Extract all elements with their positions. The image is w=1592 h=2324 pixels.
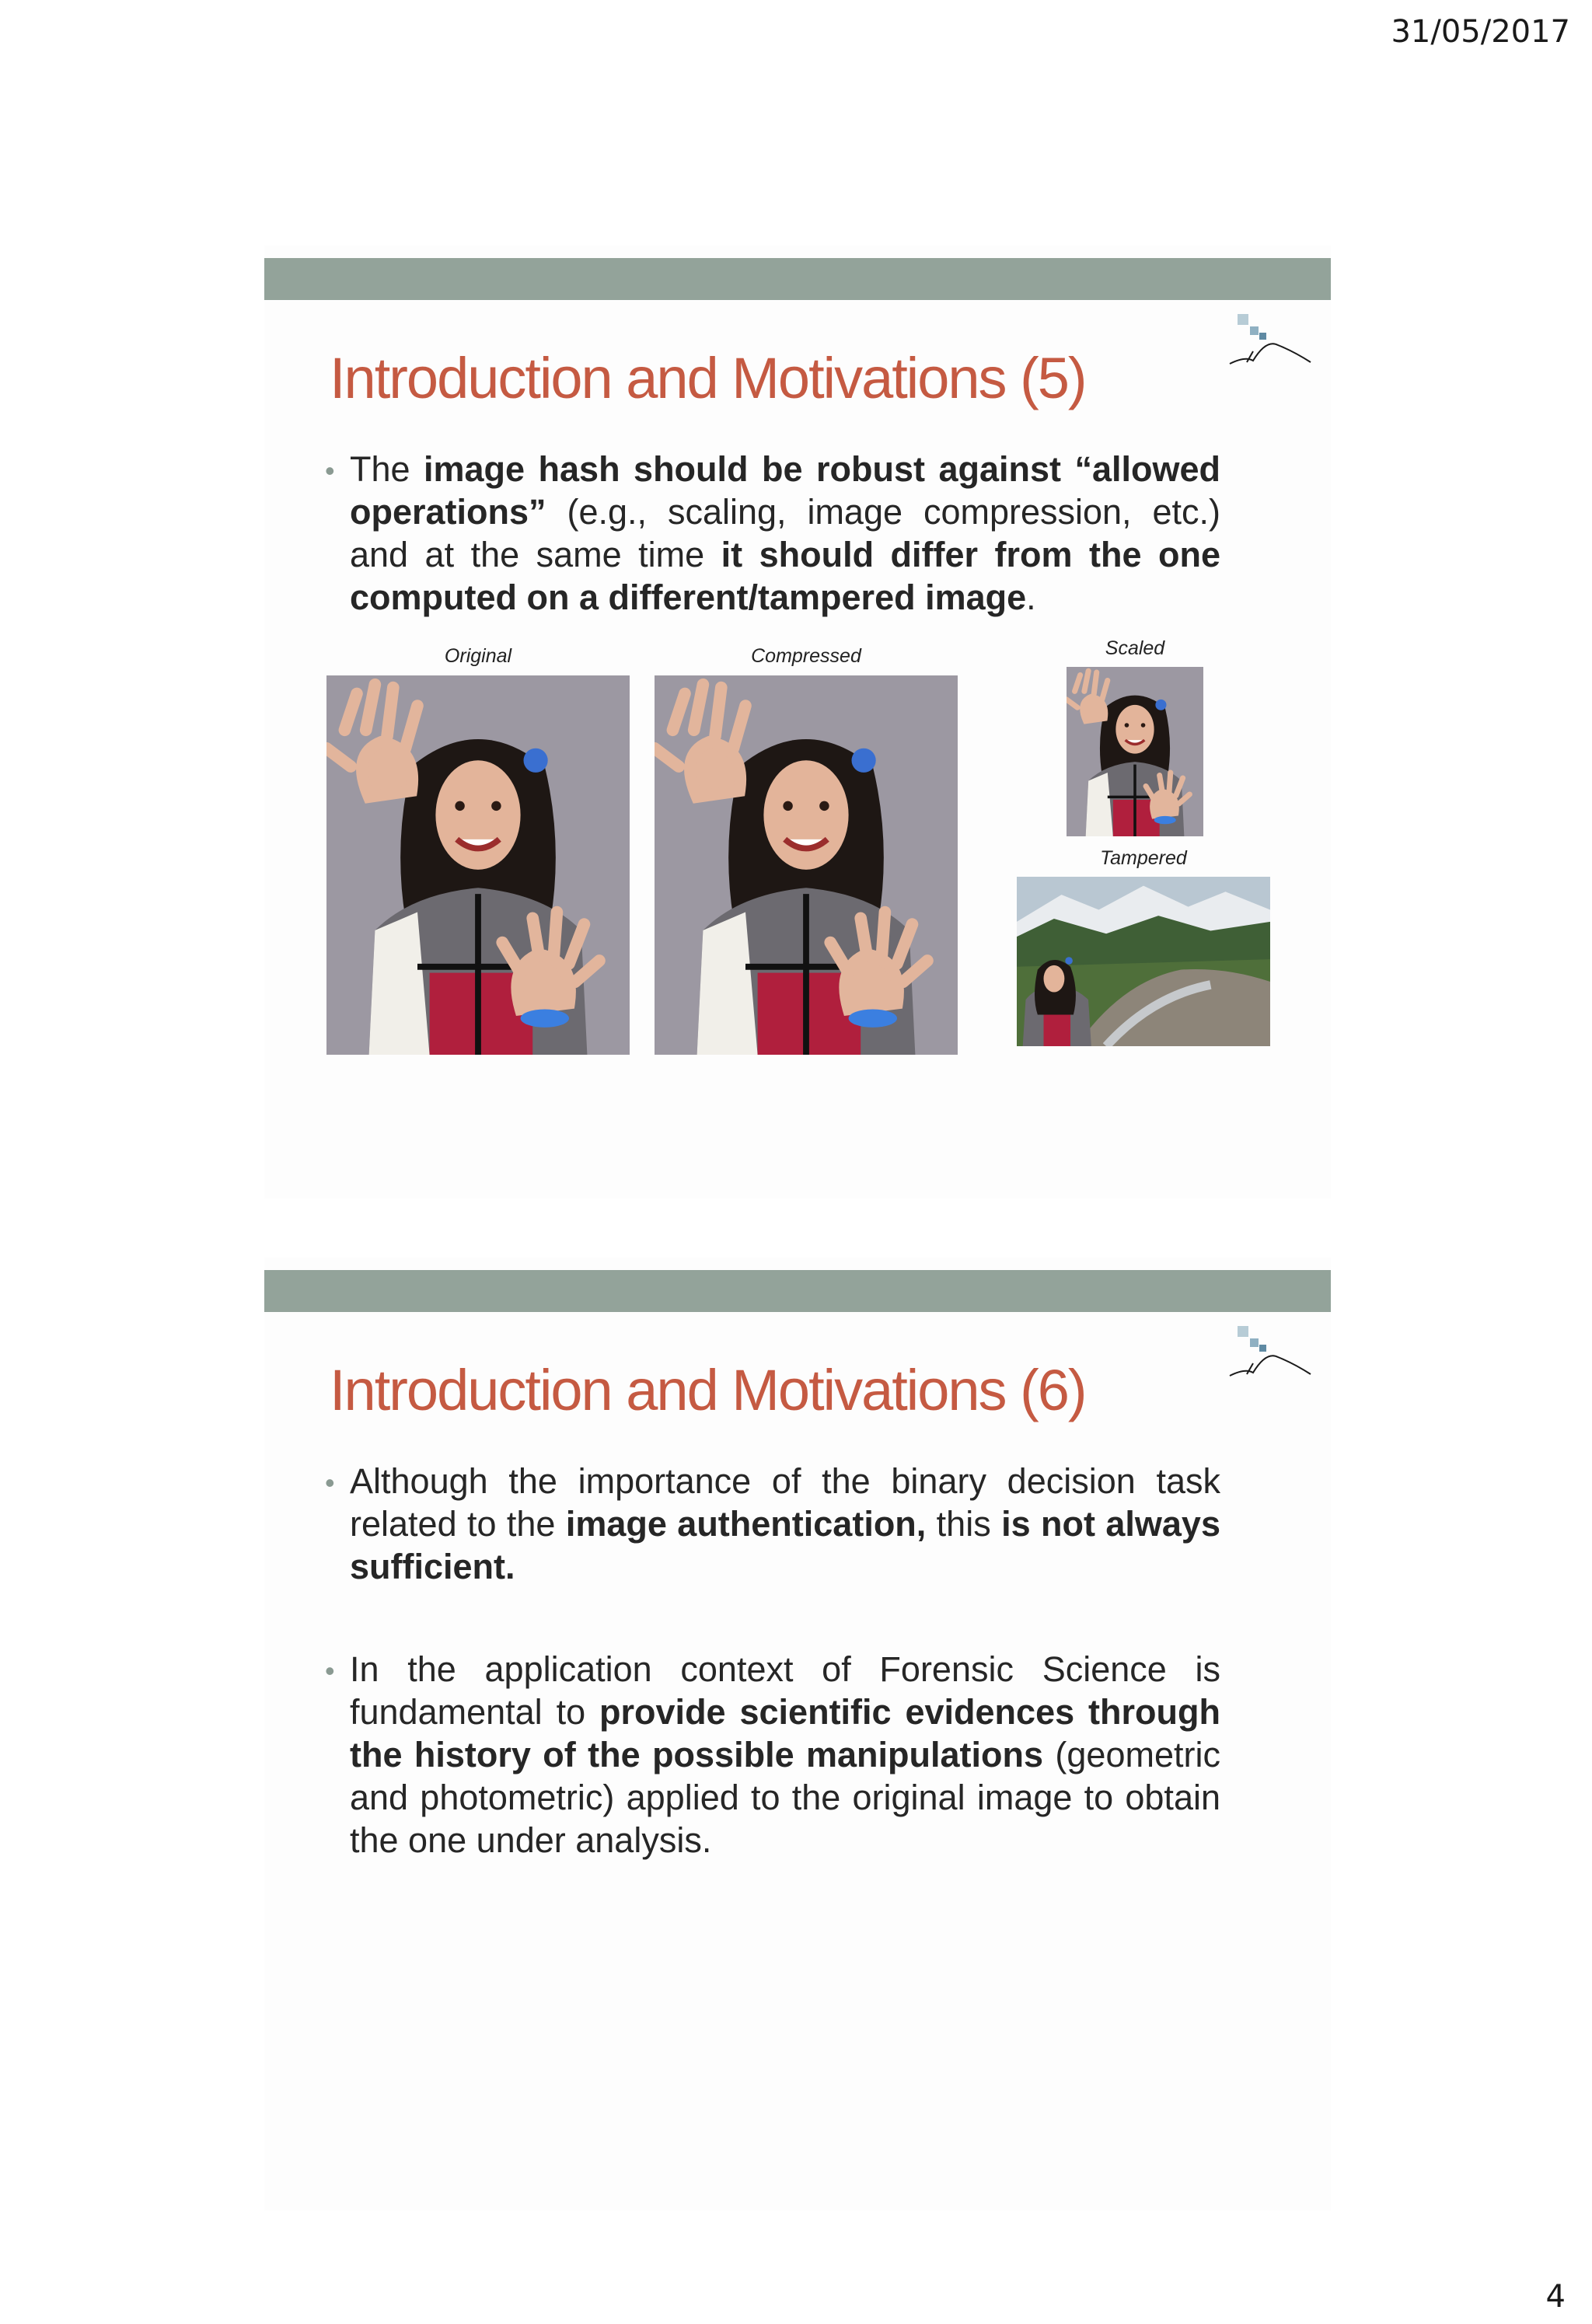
image-caption-scaled: Scaled	[1105, 637, 1165, 659]
bullet-item	[325, 1648, 1220, 1862]
slide-title: Introduction and Motivations (6)	[330, 1358, 1086, 1422]
image-caption-tampered: Tampered	[1100, 847, 1187, 869]
page-number: 4	[1545, 2279, 1566, 2315]
bullet-text: The image hash should be robust against “allowed operations” (e.g., scaling, image compression, etc.) and at the same time it should differ from the one computed on a different/tampered image.	[350, 449, 1220, 617]
bullet-item	[325, 1460, 1220, 1588]
bullet-item	[325, 448, 1220, 619]
slide-header-bar	[264, 1270, 1331, 1312]
university-logo-icon	[1224, 1323, 1317, 1393]
image-caption-compressed: Compressed	[751, 645, 861, 667]
slide-1	[264, 246, 1331, 1199]
photo-compressed	[655, 675, 958, 1055]
bullet-dot-icon: •	[325, 455, 335, 487]
bullet-dot-icon: •	[325, 1467, 335, 1499]
page-date: 31/05/2017	[1391, 14, 1570, 50]
image-caption-original: Original	[444, 645, 512, 667]
bullet-dot-icon: •	[325, 1655, 335, 1687]
slide-title: Introduction and Motivations (5)	[330, 346, 1086, 410]
photo-tampered	[1017, 877, 1270, 1046]
bullet-text: Although the importance of the binary decision task related to the image authentication, this is not always sufficient.	[350, 1461, 1220, 1586]
slide-header-bar	[264, 258, 1331, 300]
photo-scaled	[1067, 667, 1203, 836]
slide-2	[264, 1258, 1331, 2211]
photo-original	[326, 675, 630, 1055]
university-logo-icon	[1224, 311, 1317, 381]
bullet-text: In the application context of Forensic Science is fundamental to provide scientific evidences through the history of the possible manipulations (geometric and photometric) applied to the original image to obtain the one under analysis.	[350, 1649, 1220, 1860]
